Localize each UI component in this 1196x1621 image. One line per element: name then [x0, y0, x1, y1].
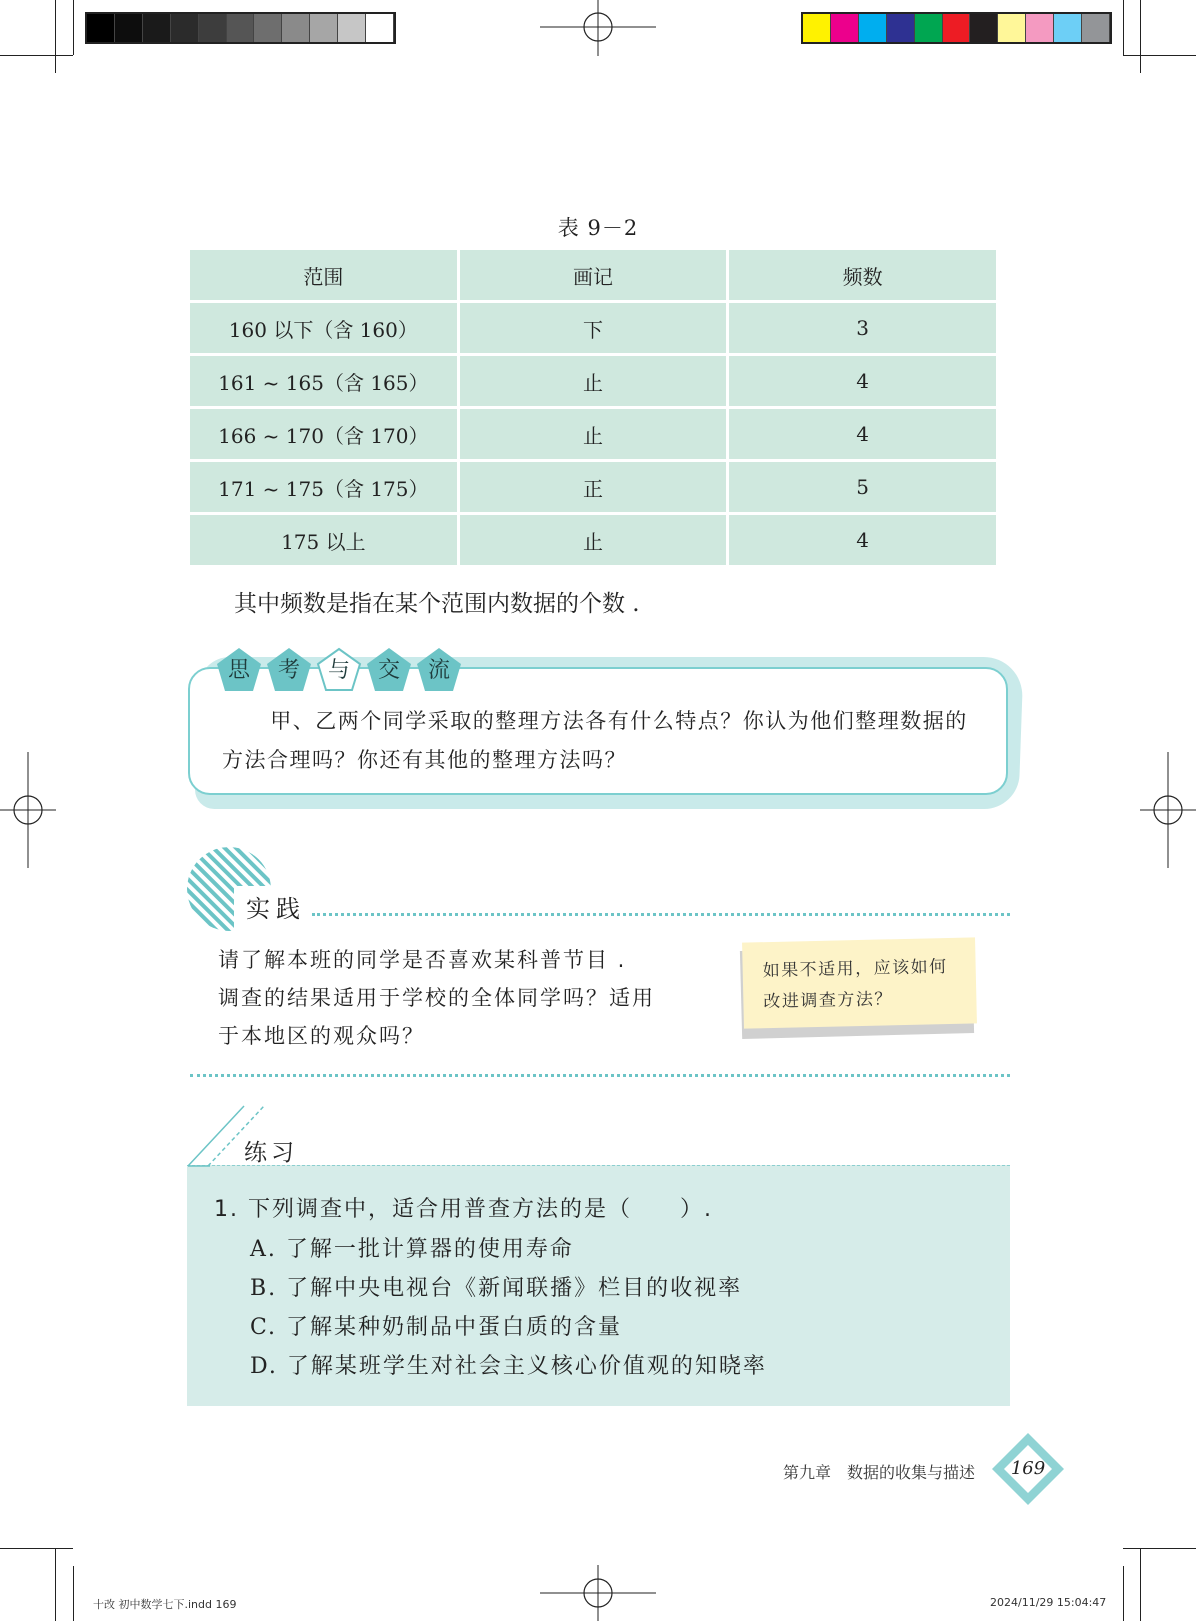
crop-mark — [1123, 55, 1196, 56]
color-swatch — [1082, 14, 1110, 42]
crop-mark — [1123, 1548, 1196, 1549]
think-title-char: 与 — [327, 658, 350, 683]
frequency-cell: 5 — [729, 462, 996, 512]
crop-mark — [55, 1548, 56, 1621]
crop-mark — [55, 0, 56, 73]
tally-cell: 止 — [460, 515, 727, 565]
think-title-badge — [416, 647, 462, 693]
option-letter: D. — [250, 1354, 278, 1379]
crop-mark — [73, 1566, 74, 1621]
color-swatch — [254, 14, 282, 42]
color-swatch — [859, 14, 887, 42]
option-letter: A. — [250, 1237, 277, 1262]
sticky-note-line: 改进调查方法？ — [763, 989, 894, 1013]
crop-mark — [73, 0, 74, 55]
color-swatch — [227, 14, 255, 42]
page-number: 169 — [1010, 1458, 1046, 1479]
tally-cell: 正 — [460, 462, 727, 512]
exercise-option — [250, 1349, 767, 1380]
practice-bottom-divider — [190, 1074, 1010, 1077]
frequency-cell: 3 — [729, 303, 996, 353]
exercise-option — [250, 1271, 742, 1302]
frequency-cell: 4 — [729, 515, 996, 565]
color-swatch — [87, 14, 115, 42]
registration-mark-icon — [0, 752, 56, 868]
practice-line: 调查的结果适用于学校的全体同学吗？适用 — [218, 986, 655, 1010]
think-title-badge — [366, 647, 412, 693]
timestamp-slug: 2024/11/29 15:04:47 — [990, 1596, 1107, 1609]
frequency-definition-note: 其中频数是指在某个范围内数据的个数 . — [234, 591, 640, 617]
table-row — [190, 409, 996, 459]
crop-mark — [1123, 0, 1124, 55]
think-title-char: 思 — [227, 658, 250, 683]
option-letter: B. — [250, 1276, 278, 1301]
color-swatch — [998, 14, 1026, 42]
color-calibration-bar — [801, 12, 1112, 44]
think-title-char: 交 — [377, 658, 400, 683]
option-letter: C. — [250, 1315, 278, 1340]
color-swatch — [831, 14, 859, 42]
tally-cell: 止 — [460, 409, 727, 459]
think-question-text: 甲、乙两个同学采取的整理方法各有什么特点？你认为他们整理数据的方法合理吗？你还有其他的整理方法吗？ — [222, 709, 968, 772]
option-text: 了解中央电视台《新闻联播》栏目的收视率 — [286, 1276, 743, 1301]
exercise-option — [250, 1310, 622, 1341]
practice-text — [218, 941, 688, 1055]
think-title-char: 考 — [277, 658, 300, 683]
table-row — [190, 356, 996, 406]
color-swatch — [970, 14, 998, 42]
color-swatch — [143, 14, 171, 42]
range-cell: 161 ~ 165（含 165） — [190, 356, 457, 406]
table-header-row — [190, 250, 996, 300]
exercise-question: 1. 下列调查中，适合用普查方法的是（ ）. — [214, 1197, 713, 1222]
color-swatch — [366, 14, 394, 42]
think-title-badge — [216, 647, 262, 693]
exercise-title: 练习 — [244, 1140, 298, 1166]
registration-mark-icon — [540, 0, 656, 56]
crop-mark — [1140, 1548, 1141, 1621]
practice-title: 实践 — [246, 895, 306, 923]
range-cell: 160 以下（含 160） — [190, 303, 457, 353]
option-text: 了解某种奶制品中蛋白质的含量 — [286, 1315, 623, 1340]
frequency-cell: 4 — [729, 409, 996, 459]
file-slug: 十改 初中数学七下.indd 169 — [93, 1598, 237, 1611]
crop-mark — [1123, 1566, 1124, 1621]
color-swatch — [1054, 14, 1082, 42]
sticky-note-line: 如果不适用，应该如何 — [762, 956, 948, 982]
exercise-option — [250, 1232, 574, 1263]
registration-mark-icon — [1140, 752, 1196, 868]
frequency-cell: 4 — [729, 356, 996, 406]
color-swatch — [338, 14, 366, 42]
range-cell: 175 以上 — [190, 515, 457, 565]
tally-cell: 止 — [460, 356, 727, 406]
color-swatch — [282, 14, 310, 42]
think-title-badge — [316, 647, 362, 693]
think-title-char: 流 — [427, 658, 450, 683]
practice-divider — [312, 913, 1010, 916]
crop-mark — [1140, 0, 1141, 73]
color-swatch — [887, 14, 915, 42]
color-swatch — [1026, 14, 1054, 42]
table-header-cell: 画记 — [460, 250, 727, 300]
table-row — [190, 303, 996, 353]
color-swatch — [803, 14, 831, 42]
table-caption: 表 9－2 — [557, 216, 639, 240]
color-swatch — [171, 14, 199, 42]
page-number-badge — [990, 1431, 1066, 1507]
grayscale-calibration-bar — [85, 12, 396, 44]
color-swatch — [943, 14, 971, 42]
table-row — [190, 462, 996, 512]
range-cell: 171 ~ 175（含 175） — [190, 462, 457, 512]
color-swatch — [915, 14, 943, 42]
chapter-title: 第九章 数据的收集与描述 — [783, 1463, 976, 1482]
table-row — [190, 515, 996, 565]
frequency-table — [187, 247, 999, 568]
table-header-cell: 频数 — [729, 250, 996, 300]
sticky-note — [742, 937, 977, 1028]
registration-mark-icon — [540, 1565, 656, 1621]
practice-line: 请了解本班的同学是否喜欢某科普节目 . — [218, 948, 627, 972]
color-swatch — [199, 14, 227, 42]
color-swatch — [115, 14, 143, 42]
practice-line: 于本地区的观众吗？ — [218, 1024, 425, 1048]
tally-cell: 下 — [460, 303, 727, 353]
option-text: 了解某班学生对社会主义核心价值观的知晓率 — [286, 1354, 767, 1379]
crop-mark — [0, 55, 73, 56]
option-text: 了解一批计算器的使用寿命 — [285, 1237, 574, 1262]
crop-mark — [0, 1548, 73, 1549]
range-cell: 166 ~ 170（含 170） — [190, 409, 457, 459]
color-swatch — [310, 14, 338, 42]
think-title-badge — [266, 647, 312, 693]
table-header-cell: 范围 — [190, 250, 457, 300]
